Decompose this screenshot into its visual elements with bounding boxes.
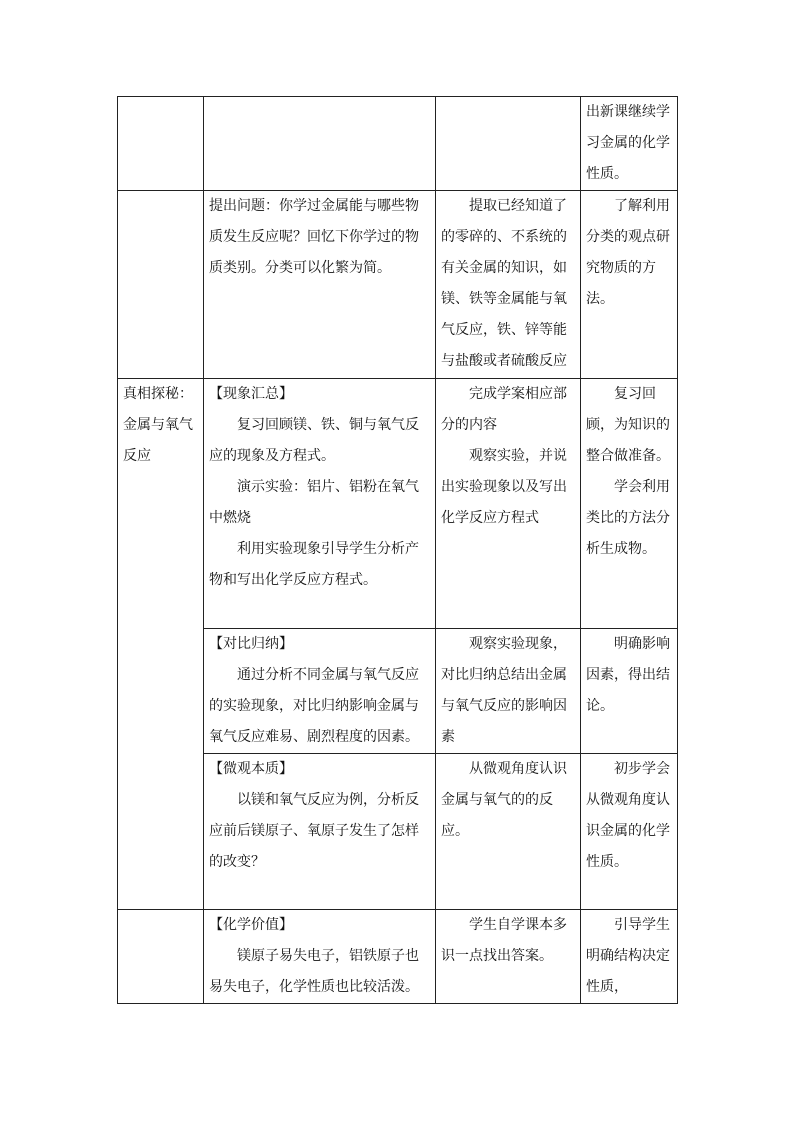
teacher-activity-cell (204, 379, 436, 629)
stage-cell (118, 379, 204, 910)
design-intent-cell (581, 910, 678, 1004)
student-activity-text: 观察实验，并说出实验现象以及写出化学反应方程式 (441, 448, 567, 526)
teacher-activity-cell (204, 97, 436, 191)
table-row (118, 97, 678, 191)
section-heading: 【化学价值】 (209, 917, 293, 933)
section-heading: 【微观本质】 (209, 761, 293, 777)
teacher-activity-text: 复习回顾镁、铁、铜与氧气反应的现象及方程式。 (209, 417, 419, 464)
student-activity-cell (436, 379, 581, 629)
student-activity-text: 学生自学课本多识一点找出答案。 (441, 917, 567, 964)
student-activity-text: 提取已经知道了的零碎的、不系统的有关金属的知识，如镁、铁等金属能与氧气反应，铁、锌等能与盐酸或者硫酸反应 (441, 198, 567, 369)
student-activity-cell (436, 97, 581, 191)
section-heading: 【现象汇总】 (209, 386, 293, 402)
design-intent-cell (581, 97, 678, 191)
teacher-activity-cell (204, 191, 436, 379)
design-intent-text: 学会利用类比的方法分析生成物。 (586, 479, 670, 557)
student-activity-cell (436, 754, 581, 910)
design-intent-cell (581, 191, 678, 379)
design-intent-cell (581, 754, 678, 910)
table-row (118, 910, 678, 1004)
design-intent-text: 出新课继续学习金属的化学性质。 (586, 104, 670, 182)
design-intent-text: 了解利用分类的观点研究物质的方法。 (586, 198, 670, 307)
stage-cell (118, 97, 204, 191)
lesson-plan-table (117, 96, 678, 1004)
design-intent-text: 复习回顾，为知识的整合做准备。 (586, 386, 670, 464)
student-activity-cell (436, 629, 581, 754)
student-activity-text: 从微观角度认识金属与氧气的的反应。 (441, 761, 567, 839)
student-activity-cell (436, 191, 581, 379)
student-activity-text: 完成学案相应部分的内容 (441, 386, 567, 433)
teacher-activity-cell (204, 910, 436, 1004)
teacher-activity-text: 利用实验现象引导学生分析产物和写出化学反应方程式。 (209, 541, 419, 588)
design-intent-text: 明确影响因素，得出结论。 (586, 636, 670, 714)
teacher-activity-text: 以镁和氧气反应为例，分析反应前后镁原子、氧原子发生了怎样的改变？ (209, 792, 419, 870)
stage-cell (118, 191, 204, 379)
teacher-activity-text: 提出问题：你学过金属能与哪些物质发生反应呢？回忆下你学过的物质类别。分类可以化繁为简。 (209, 198, 419, 276)
design-intent-cell (581, 379, 678, 629)
table-row (118, 379, 678, 629)
teacher-activity-text: 通过分析不同金属与氧气反应的实验现象，对比归纳影响金属与氧气反应难易、剧烈程度的因素。 (209, 667, 419, 745)
design-intent-text: 引导学生明确结构决定性质， (586, 917, 670, 995)
student-activity-text: 观察实验现象，对比归纳总结出金属与氧气反应的影响因素 (441, 636, 567, 745)
stage-cell (118, 910, 204, 1004)
table-row (118, 191, 678, 379)
teacher-activity-cell (204, 754, 436, 910)
design-intent-cell (581, 629, 678, 754)
student-activity-cell (436, 910, 581, 1004)
teacher-activity-cell (204, 629, 436, 754)
teacher-activity-text: 演示实验：铝片、铝粉在氧气中燃烧 (209, 479, 419, 526)
design-intent-text: 初步学会从微观角度认识金属的化学性质。 (586, 761, 670, 870)
teacher-activity-text: 镁原子易失电子，铝铁原子也易失电子，化学性质也比较活泼。 (209, 948, 419, 995)
section-heading: 【对比归纳】 (209, 636, 293, 652)
stage-title: 真相探秘：金属与氧气反应 (123, 386, 193, 464)
